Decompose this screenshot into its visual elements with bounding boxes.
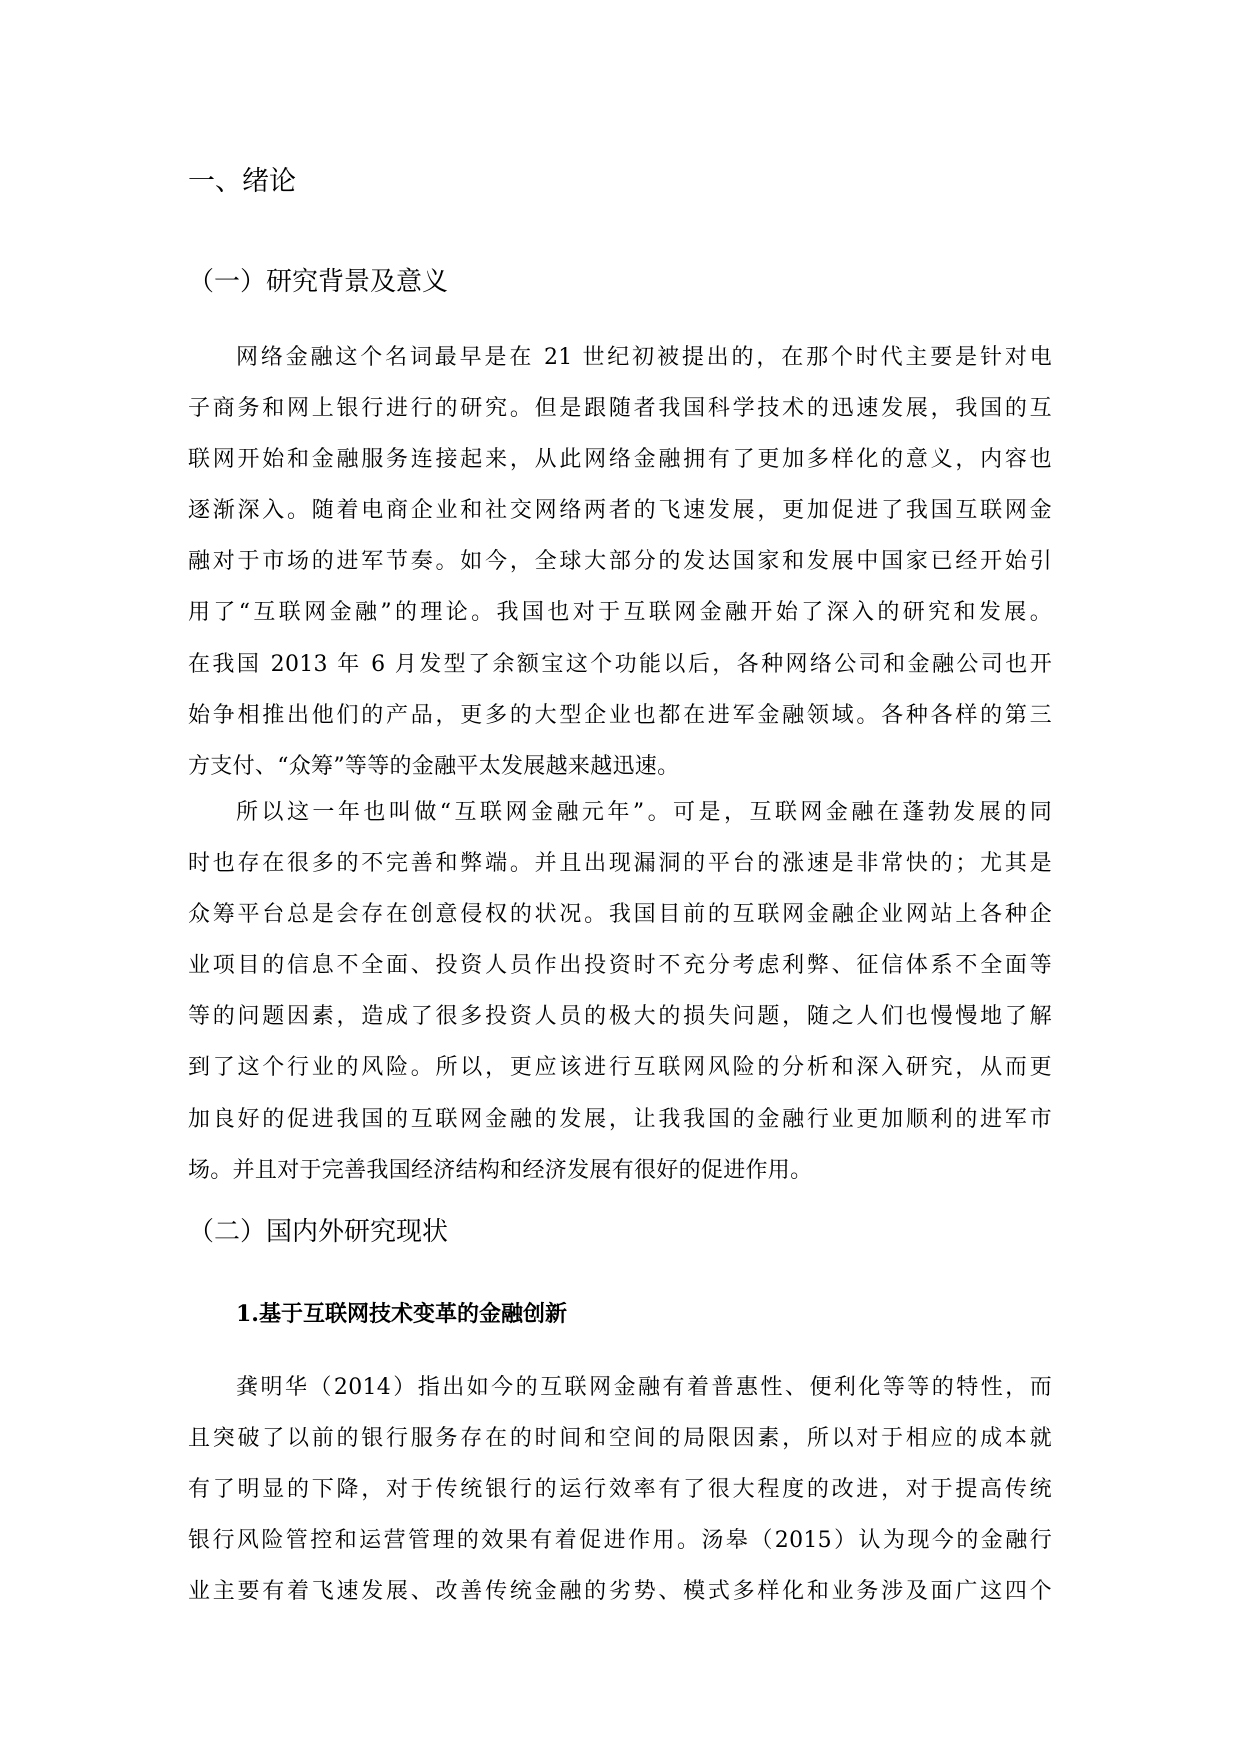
paragraph-line: 众筹平台总是会存在创意侵权的状况。我国目前的互联网金融企业网站上各种企 <box>188 902 1052 928</box>
paragraph-line: 逐渐深入。随着电商企业和社交网络两者的飞速发展，更加促进了我国互联网金 <box>188 498 1052 524</box>
paragraph-line: 等的问题因素，造成了很多投资人员的极大的损失问题，随之人们也慢慢地了解 <box>188 1004 1052 1030</box>
paragraph-line: 所以这一年也叫做“互联网金融元年”。可是，互联网金融在蓬勃发展的同 <box>236 800 1052 825</box>
paragraph-background <box>188 332 1052 792</box>
section-heading-research-status: （二）国内外研究现状 <box>188 1217 449 1247</box>
paragraph-line: 场。并且对于完善我国经济结构和经济发展有很好的促进作用。 <box>188 1157 813 1183</box>
chapter-heading: 一、绪论 <box>188 166 296 197</box>
paragraph-line: 联网开始和金融服务连接起来，从此网络金融拥有了更加多样化的意义，内容也 <box>188 447 1052 473</box>
paragraph-line: 到了这个行业的风险。所以，更应该进行互联网风险的分析和深入研究，从而更 <box>188 1055 1052 1081</box>
paragraph-line: 业项目的信息不全面、投资人员作出投资时不充分考虑利弊、征信体系不全面等 <box>188 953 1052 979</box>
subsection-heading: 1.基于互联网技术变革的金融创新 <box>236 1301 567 1327</box>
paragraph-line: 方支付、“众筹”等等的金融平太发展越来越迅速。 <box>188 753 680 779</box>
paragraph-line: 用了“互联网金融”的理论。我国也对于互联网金融开始了深入的研究和发展。 <box>188 600 1052 626</box>
paragraph-line: 在我国 2013 年 6 月发型了余额宝这个功能以后，各种网络公司和金融公司也开 <box>188 651 1052 677</box>
paragraph-line: 加良好的促进我国的互联网金融的发展，让我我国的金融行业更加顺利的进军市 <box>188 1106 1052 1132</box>
paragraph-line: 始争相推出他们的产品，更多的大型企业也都在进军金融领域。各种各样的第三 <box>188 702 1052 728</box>
paragraph-line: 子商务和网上银行进行的研究。但是跟随者我国科学技术的迅速发展，我国的互 <box>188 396 1052 422</box>
paragraph-line: 融对于市场的进军节奏。如今，全球大部分的发达国家和发展中国家已经开始引 <box>188 549 1052 575</box>
paragraph-line: 有了明显的下降，对于传统银行的运行效率有了很大程度的改进，对于提高传统 <box>188 1477 1052 1503</box>
paragraph-literature <box>188 1362 1052 1617</box>
paragraph-line: 且突破了以前的银行服务存在的时间和空间的局限因素，所以对于相应的成本就 <box>188 1426 1052 1452</box>
paragraph-line: 业主要有着飞速发展、改善传统金融的劣势、模式多样化和业务涉及面广这四个 <box>188 1579 1052 1605</box>
paragraph-line: 网络金融这个名词最早是在 21 世纪初被提出的，在那个时代主要是针对电 <box>236 345 1052 370</box>
paragraph-line: 时也存在很多的不完善和弊端。并且出现漏洞的平台的涨速是非常快的；尤其是 <box>188 851 1052 877</box>
paragraph-line: 银行风险管控和运营管理的效果有着促进作用。汤皋（2015）认为现今的金融行 <box>188 1528 1052 1554</box>
section-heading-background: （一）研究背景及意义 <box>188 267 449 297</box>
paragraph-line: 龚明华（2014）指出如今的互联网金融有着普惠性、便利化等等的特性，而 <box>236 1375 1052 1400</box>
paragraph-risk <box>188 787 1052 1196</box>
